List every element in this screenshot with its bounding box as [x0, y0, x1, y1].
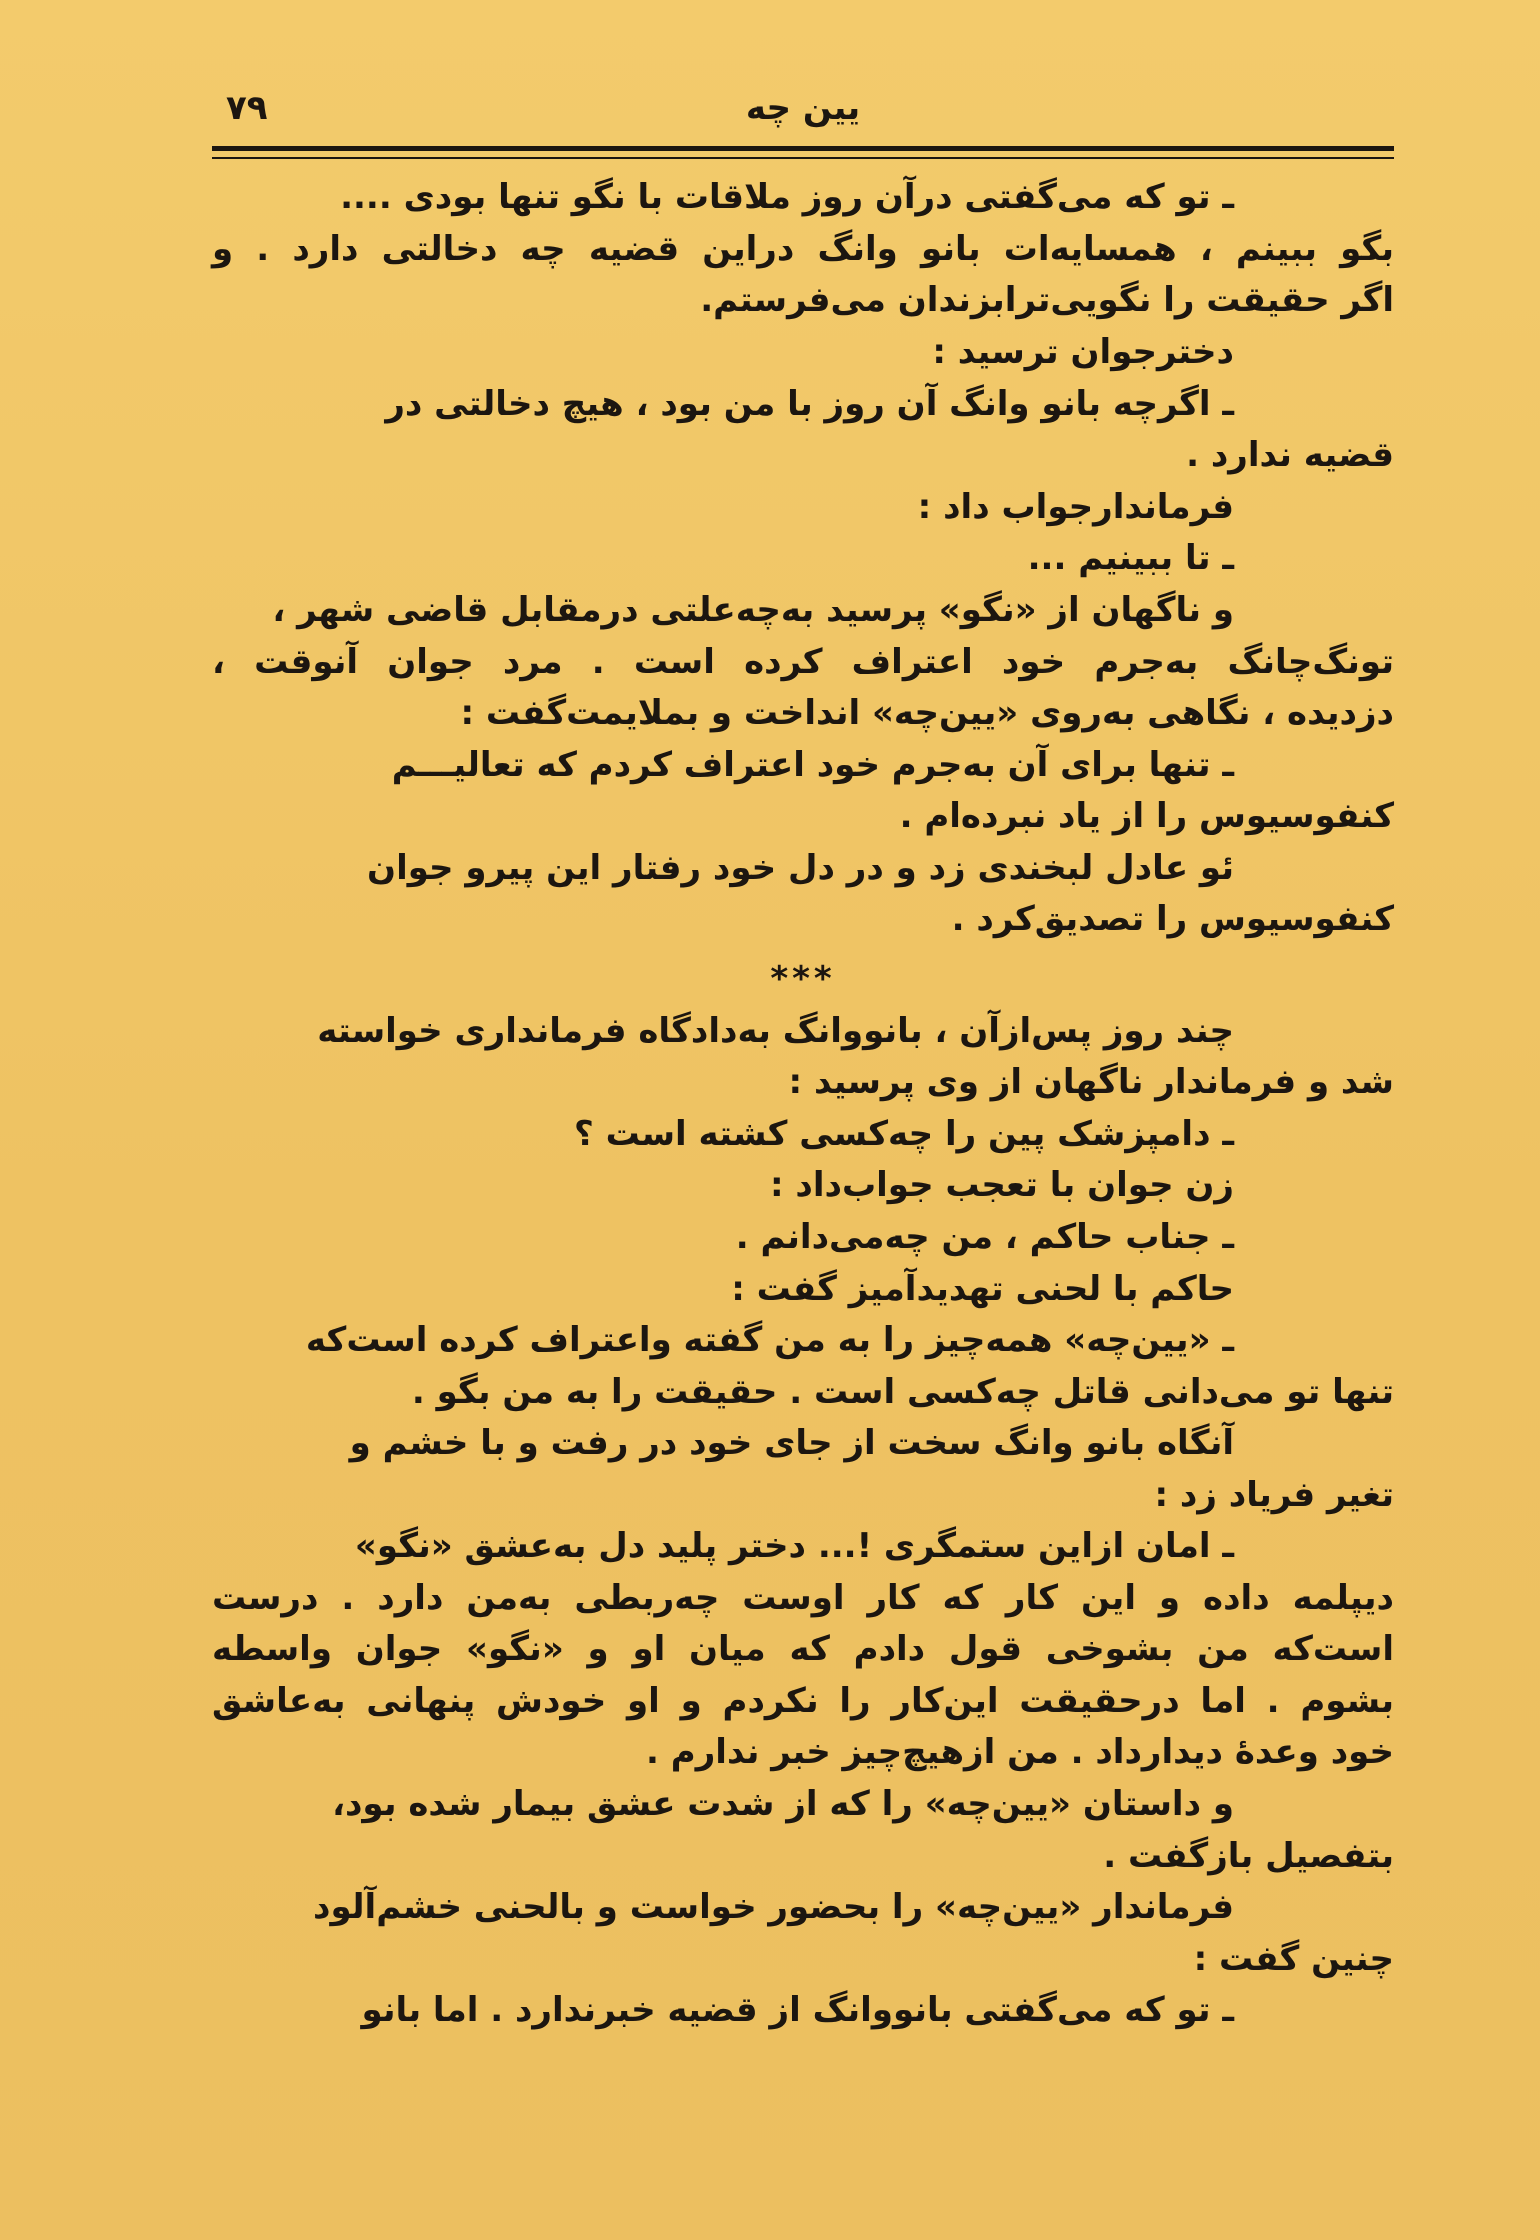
text-line: دزدیده ، نگاهی به‌روی «یین‌چه» انداخت و بملایمت‌گفت :: [460, 693, 1394, 733]
text-line: شد و فرماندار ناگهان از وی پرسید :: [788, 1062, 1394, 1102]
text-line: چند روز پس‌ازآن ، بانووانگ به‌دادگاه فرمانداری خواسته: [317, 1011, 1234, 1051]
text-line: دخترجوان ترسید :: [932, 332, 1234, 372]
text-line: ـ تنها برای آن به‌جرم خود اعتراف کردم که تعالیـــم: [391, 745, 1234, 785]
text-line: بشوم . اما درحقیقت این‌کار را نکردم و او خودش پنهانی به‌عاشق: [212, 1681, 1394, 1721]
text-line: کنفوسیوس را از یاد نبرده‌ام .: [899, 796, 1394, 836]
text-line: تنها تو می‌دانی قاتل چه‌کسی است . حقیقت را به من بگو .: [411, 1372, 1394, 1412]
text-line: ـ جناب حاکم ، من چه‌می‌دانم .: [735, 1217, 1234, 1257]
text-line: است‌که من بشوخی قول دادم که میان او و «نگو» جوان واسطه: [212, 1629, 1394, 1669]
text-line: و ناگهان از «نگو» پرسید به‌چه‌علتی درمقابل قاضی شهر ،: [272, 590, 1234, 630]
text-line: ـ «یین‌چه» همه‌چیز را به من گفته واعتراف کرده است‌که: [305, 1320, 1234, 1360]
text-line: آنگاه بانو وانگ سخت از جای خود در رفت و با خشم و: [349, 1423, 1234, 1463]
text-line: دیپلمه داده و این کار که کار اوست چه‌ربطی به‌من دارد . درست: [212, 1578, 1394, 1618]
text-line: زن جوان با تعجب جواب‌داد :: [769, 1165, 1234, 1205]
text-line: حاکم با لحنی تهدیدآمیز گفت :: [731, 1269, 1234, 1309]
text-line: بتفصیل بازگفت .: [1103, 1836, 1394, 1876]
text-line: فرماندار «یین‌چه» را بحضور خواست و بالحنی خشم‌آلود: [313, 1887, 1234, 1927]
text-line: کنفوسیوس را تصدیق‌کرد .: [951, 899, 1394, 939]
text-line: ـ دامپزشک پین را چه‌کسی کشته است ؟: [574, 1114, 1234, 1154]
header-rule-thick: [212, 146, 1394, 151]
text-line: ـ اگرچه بانو وانگ آن روز با من بود ، هیچ دخالتی در: [385, 384, 1234, 424]
text-line: ـ تا ببینیم ...: [1027, 538, 1234, 578]
text-line: اگر حقیقت را نگویی‌ترابزندان می‌فرستم.: [700, 280, 1394, 320]
text-line: و داستان «یین‌چه» را که از شدت عشق بیمار شده بود،: [332, 1784, 1234, 1824]
text-line: تونگ‌چانگ به‌جرم خود اعتراف کرده است . مرد جوان آنوقت ،: [212, 642, 1394, 682]
text-line: ـ تو که می‌گفتی درآن روز ملاقات با نگو تنها بودی ....: [340, 177, 1234, 217]
text-line: ـ امان ازاین ستمگری !... دختر پلید دل به‌عشق «نگو»: [354, 1526, 1234, 1566]
text-line: بگو ببینم ، همسایه‌ات بانو وانگ دراین قضیه چه دخالتی دارد . و: [212, 229, 1394, 269]
section-separator: ***: [770, 959, 836, 999]
text-line: ـ تو که می‌گفتی بانووانگ از قضیه خبرندارد . اما بانو: [361, 1990, 1234, 2030]
page-number: ۷۹: [226, 88, 268, 128]
body-text: [212, 172, 1394, 2172]
text-line: تغیر فریاد زد :: [1154, 1475, 1394, 1515]
header-rule-thin: [212, 157, 1394, 159]
text-line: فرماندارجواب داد :: [917, 487, 1234, 527]
text-line: ئو عادل لبخندی زد و در دل خود رفتار این پیرو جوان: [367, 848, 1234, 888]
text-line: قضیه ندارد .: [1186, 435, 1394, 475]
text-line: چنین گفت :: [1193, 1939, 1394, 1979]
page-header: [212, 78, 1394, 138]
running-title: یین چه: [745, 88, 861, 128]
text-line: خود وعدهٔ دیدارداد . من ازهیچ‌چیز خبر ندارم .: [646, 1732, 1394, 1772]
